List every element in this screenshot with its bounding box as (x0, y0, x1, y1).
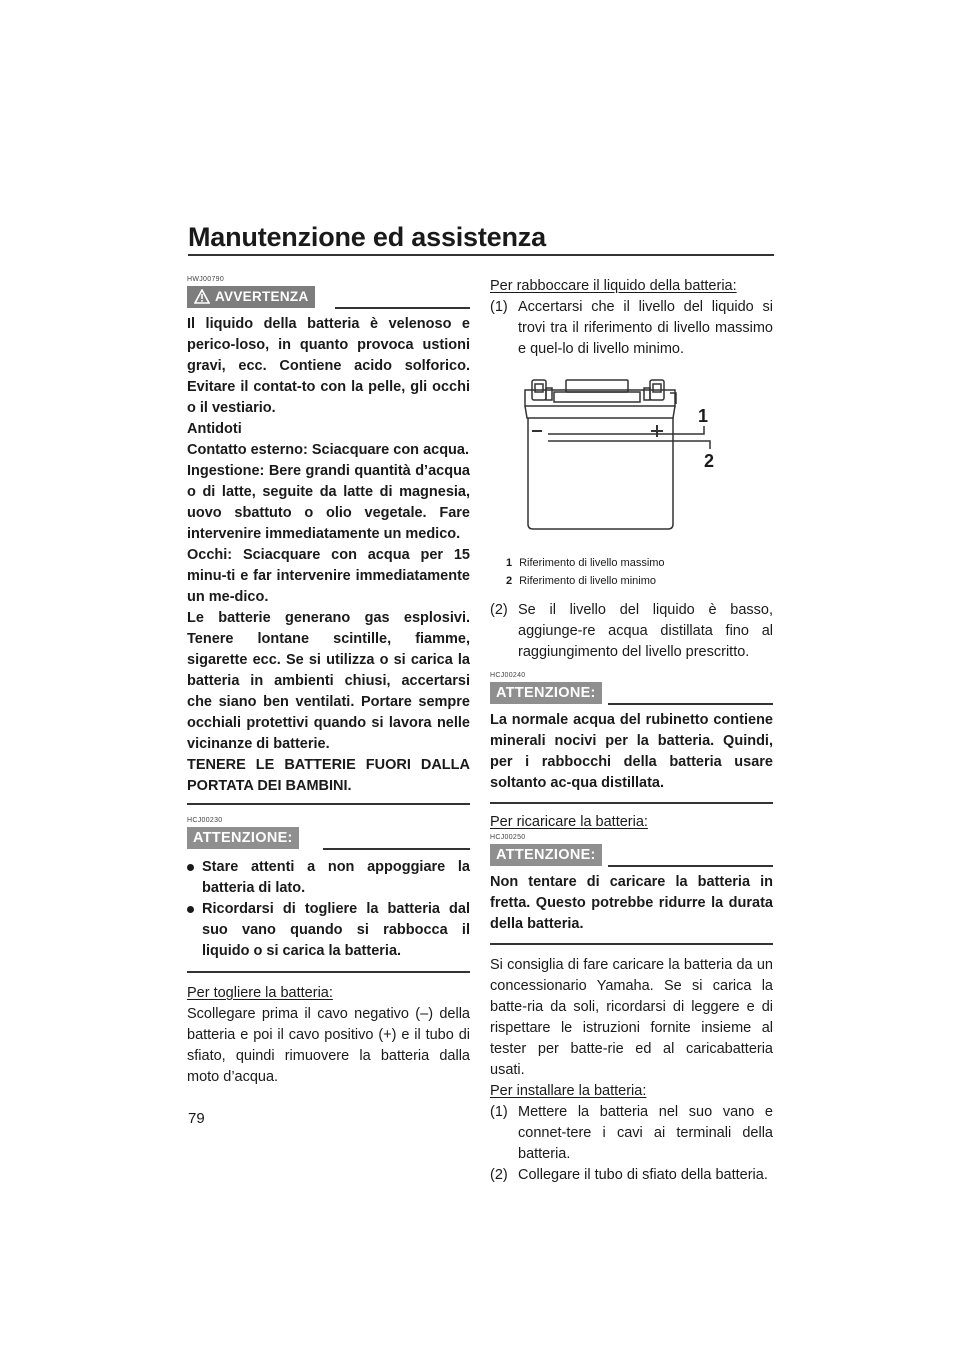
caution1-text (490, 710, 773, 794)
caution2-header (490, 844, 773, 868)
legend-key: 2 (506, 575, 513, 587)
step-number: (2) (490, 602, 508, 618)
caution2-text (490, 872, 773, 935)
install-step (490, 1165, 773, 1186)
page-number: 79 (188, 1110, 205, 1127)
recharge-section (490, 812, 773, 833)
caution2-paragraph: Non tentare di caricare la batteria in fretta. Questo potrebbe ridurre la durata della batteria. (490, 874, 773, 932)
warning-line: Il liquido della batteria è velenoso e perico-loso, in quanto provoca ustioni gravi, ecc. Contiene acido solforico. Evitare il contat-to con la pelle, gli occhi o il vestiario. (187, 316, 470, 416)
caution1-bottom-rule (490, 802, 773, 804)
step-number: (1) (490, 299, 508, 315)
caution-list (187, 857, 470, 962)
remove-section (187, 983, 470, 1088)
step-text: Accertarsi che il livello del liquido si trovi tra il riferimento di livello massimo e quel-lo di livello minimo. (518, 299, 773, 357)
remove-heading: Per togliere la batteria: (187, 985, 333, 1001)
caution-bullet-text: Stare attenti a non appoggiare la batteria di lato. (202, 859, 470, 896)
warning-header-rule (335, 307, 470, 309)
refill-step-2 (490, 600, 773, 663)
warning-bottom-rule (187, 803, 470, 805)
caution2-bottom-rule (490, 943, 773, 945)
warning-line: TENERE LE BATTERIE FUORI DALLA PORTATA DEI BAMBINI. (187, 757, 470, 794)
warning-label: AVVERTENZA (215, 289, 309, 304)
caution-header-rule (323, 848, 470, 850)
callout-1: 1 (698, 406, 709, 426)
caution-bullet (187, 899, 470, 962)
battery-figure (490, 374, 773, 554)
warning-line: Le batterie generano gas esplosivi. Tenere lontane scintille, fiamme, sigarette ecc. Se si utilizza o si carica la batteria in ambienti chiusi, accertarsi che siano ben ventilati. Portare sempre occhiali protettivi quando si lavora nelle vicinanze di batterie. (187, 610, 470, 752)
caution2-code: HCJ00250 (490, 834, 526, 841)
legend-key: 1 (506, 557, 513, 569)
caution1-paragraph: La normale acqua del rubinetto contiene minerali nocivi per la batteria. Quindi, per i rabbocchi della batteria usare soltanto ac-qua distillata. (490, 712, 773, 791)
callout-2: 2 (704, 451, 715, 471)
legend-text: Riferimento di livello massimo (519, 557, 665, 569)
step-number: (1) (490, 1104, 508, 1120)
caution1-header (490, 682, 773, 706)
remove-text: Scollegare prima il cavo negativo (–) della batteria e poi il cavo positivo (+) e il tubo di sfiato, quindi rimuovere la batteria dalla moto d’acqua. (187, 1006, 470, 1085)
caution-bullet-text: Ricordarsi di togliere la batteria dal suo vano quando si rabbocca il liquido o si carica la batteria. (202, 901, 470, 959)
refill-heading: Per rabboccare il liquido della batteria: (490, 278, 737, 294)
caution1-code: HCJ00240 (490, 672, 526, 679)
caution-badge: ATTENZIONE: (187, 827, 299, 849)
title-rule (188, 254, 774, 256)
warning-triangle-icon (194, 289, 210, 304)
warning-line: Ingestione: Bere grandi quantità d’acqua o di latte, seguite da latte di magnesia, uovo sbattuto o olio vegetale. Fare intervenire immediatamente un medico. (187, 463, 470, 542)
step-text: Collegare il tubo di sfiato della batteria. (518, 1167, 768, 1183)
legend-text: Riferimento di livello minimo (519, 575, 656, 587)
left-column (187, 275, 470, 1088)
figure-legend (490, 554, 773, 590)
refill-step-1 (490, 297, 773, 360)
install-step (490, 1102, 773, 1165)
warning-text (187, 314, 470, 797)
legend-item (506, 572, 773, 590)
refill-step-2-wrap (490, 600, 773, 663)
step-text: Mettere la batteria nel suo vano e connet-tere i cavi ai terminali della batteria. (518, 1104, 773, 1162)
page-title: Manutenzione ed assistenza (188, 222, 546, 252)
recharge-text: Si consiglia di fare caricare la batteria da un concessionario Yamaha. Se si carica la batte-ria da soli, ricordarsi di leggere e di rispettare le istruzioni fornite insieme al tester per batte-rie ed al caricabatteria usati. (490, 957, 773, 1078)
bullet-dot-icon (187, 864, 194, 871)
recharge-heading: Per ricaricare la batteria: (490, 814, 648, 830)
warning-header (187, 286, 470, 310)
recharge-body (490, 955, 773, 1186)
step-number: (2) (490, 1167, 508, 1183)
warning-code: HWJ00790 (187, 276, 225, 283)
warning-line: Contatto esterno: Sciacquare con acqua. (187, 442, 470, 458)
legend-item (506, 554, 773, 572)
caution1-badge: ATTENZIONE: (490, 682, 602, 704)
caution-bullet (187, 857, 470, 899)
warning-badge (187, 286, 315, 308)
warning-line: Occhi: Sciacquare con acqua per 15 minu-ti e far intervenire immediatamente un me-dico. (187, 547, 470, 605)
bullet-dot-icon (187, 906, 194, 913)
caution-header (187, 827, 470, 851)
caution-code: HCJ00230 (187, 817, 223, 824)
warning-line: Antidoti (187, 421, 242, 437)
caution-bottom-rule (187, 971, 470, 973)
caution2-badge: ATTENZIONE: (490, 844, 602, 866)
step-text: Se il livello del liquido è basso, aggiunge-re acqua distillata fino al raggiungimento del livello prescritto. (518, 602, 773, 660)
refill-section (490, 276, 773, 360)
install-heading: Per installare la batteria: (490, 1083, 647, 1099)
caution2-header-rule (608, 865, 773, 867)
right-column (490, 275, 773, 1186)
battery-illustration (490, 374, 773, 554)
caution1-header-rule (608, 703, 773, 705)
